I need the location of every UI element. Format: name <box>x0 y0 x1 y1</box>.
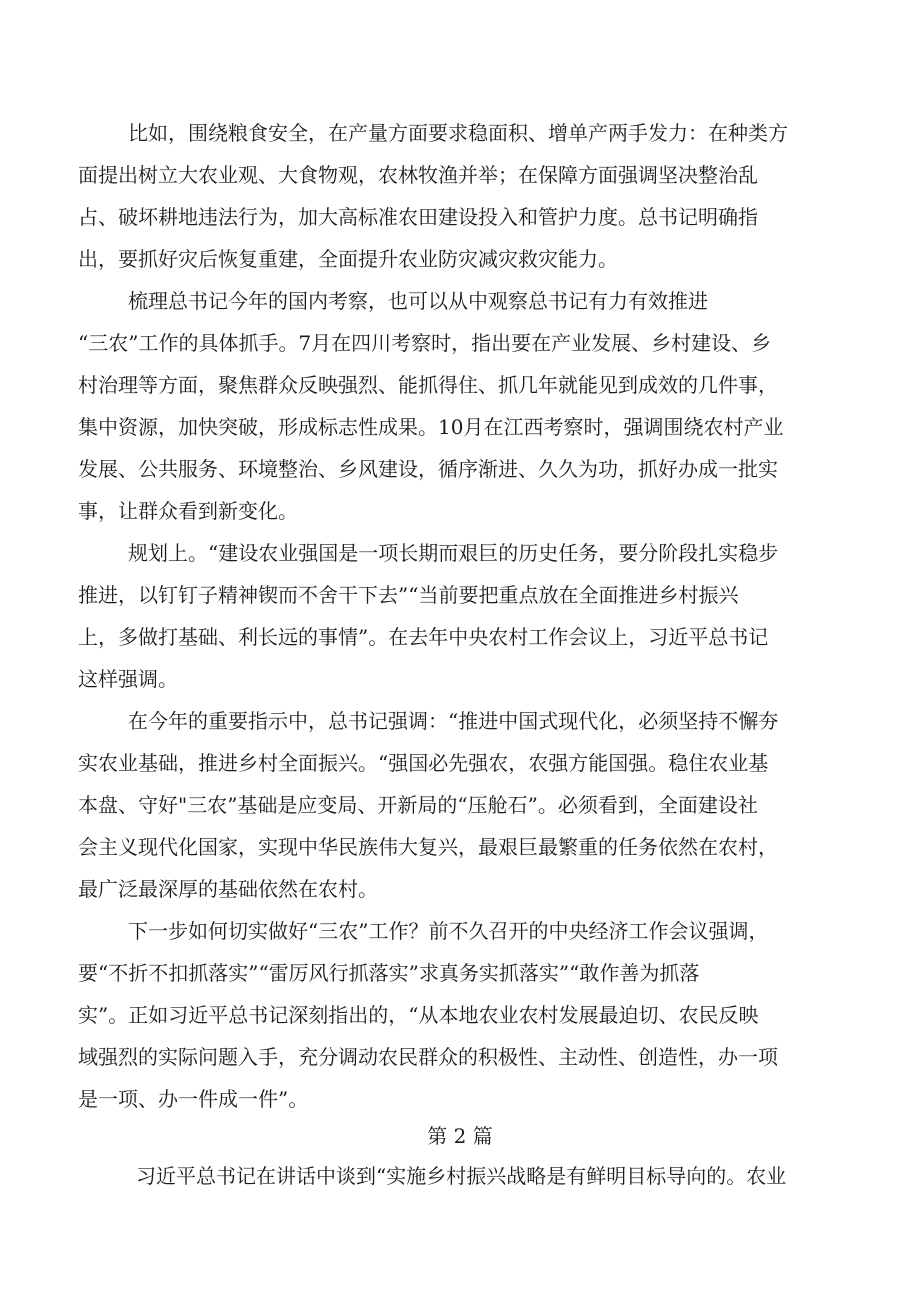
text-line: 在今年的重要指示中，总书记强调：“推进中国式现代化，必须坚持不懈夯 <box>128 709 779 733</box>
text-line: 域强烈的实际问题入手，充分调动农民群众的积极性、主动性、创造性，办一项 <box>78 1045 778 1069</box>
text-line: 规划上。“建设农业强国是一项长期而艰巨的历史任务，要分阶段扎实稳步 <box>128 541 779 565</box>
section-heading: 第 2 篇 <box>427 1124 493 1148</box>
text-line: 村治理等方面，聚焦群众反映强烈、能抓得住、抓几年就能见到成效的几件事， <box>78 373 778 397</box>
text-line: 推进，以钉钉子精神锲而不舍干下去”“当前要把重点放在全面推进乡村振兴 <box>78 583 739 607</box>
text-line: 事，让群众看到新变化。 <box>78 499 298 523</box>
text-line: 集中资源，加快突破，形成标志性成果。10月在江西考察时，强调围绕农村产业 <box>78 415 784 439</box>
text-line: 实农业基础，推进乡村全面振兴。“强国必先强农，农强方能国强。稳住农业基 <box>78 751 769 775</box>
text-line: 发展、公共服务、环境整治、乡风建设，循序渐进、久久为功，抓好办成一批实 <box>78 457 778 481</box>
text-line: 出，要抓好灾后恢复重建，全面提升农业防灾减灾救灾能力。 <box>78 247 618 271</box>
text-line: “三农”工作的具体抓手。7月在四川考察时，指出要在产业发展、乡村建设、乡 <box>78 331 772 355</box>
text-line: 要“不折不扣抓落实”“雷厉风行抓落实”求真务实抓落实”“敢作善为抓落 <box>78 961 700 985</box>
text-line: 是一项、办一件成一件”。 <box>78 1087 309 1111</box>
text-line: 会主义现代化国家，实现中华民族伟大复兴，最艰巨最繁重的任务依然在农村， <box>78 835 778 859</box>
text-line: 上，多做打基础、利长远的事情”。在去年中央农村工作会议上，习近平总书记 <box>78 625 769 649</box>
text-line: 占、破坏耕地违法行为，加大高标准农田建设投入和管护力度。总书记明确指 <box>78 205 758 229</box>
text-line: 比如，围绕粮食安全，在产量方面要求稳面积、增单产两手发力：在种类方 <box>128 121 788 145</box>
text-line: 梳理总书记今年的国内考察，也可以从中观察总书记有力有效推进 <box>128 289 708 313</box>
text-line: 实”。正如习近平总书记深刻指出的，“从本地农业农村发展最迫切、农民反映 <box>78 1003 759 1027</box>
text-line: 面提出树立大农业观、大食物观，农林牧渔并举；在保障方面强调坚决整治乱 <box>78 163 758 187</box>
text-line: 下一步如何切实做好“三农”工作？前不久召开的中央经济工作会议强调， <box>128 919 769 943</box>
text-line: 最广泛最深厚的基础依然在农村。 <box>78 877 378 901</box>
text-line: 本盘、守好"三农”基础是应变局、开新局的“压舱石”。必须看到，全面建设社 <box>78 793 758 817</box>
text-line: 这样强调。 <box>78 667 178 691</box>
section-first-line: 习近平总书记在讲话中谈到“实施乡村振兴战略是有鲜明目标导向的。农业 <box>136 1164 787 1188</box>
